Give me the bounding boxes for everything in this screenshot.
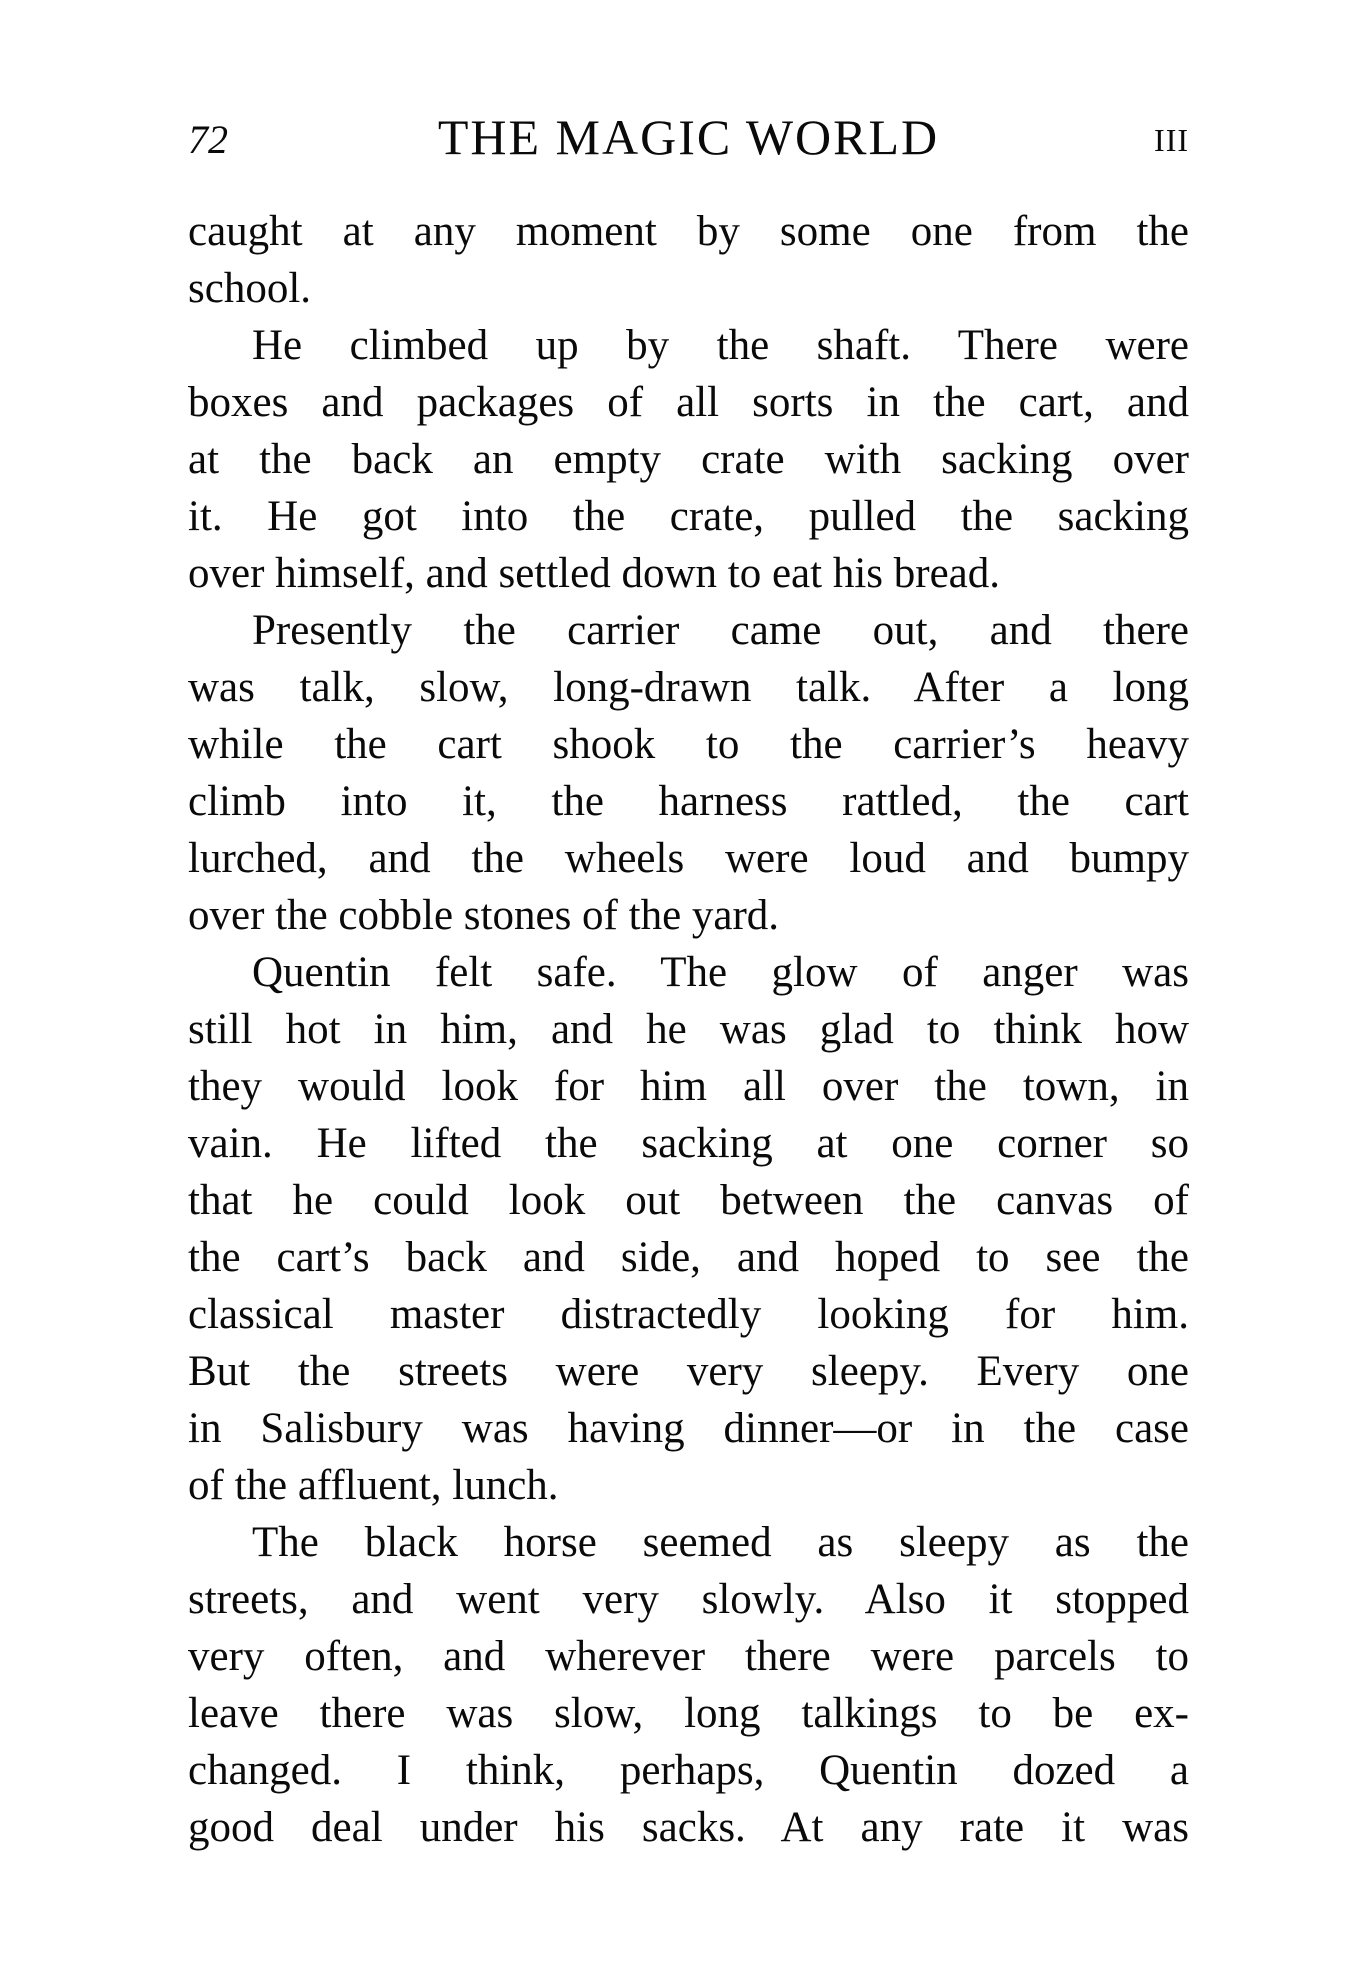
text-line: the cart’s back and side, and hoped to see the (188, 1234, 1189, 1281)
text-line: they would look for him all over the town, in (188, 1063, 1189, 1110)
text-line: Quentin felt safe. The glow of anger was (252, 949, 1189, 996)
body-text (188, 203, 1189, 1856)
text-line: good deal under his sacks. At any rate it was (188, 1804, 1189, 1851)
chapter-number: III (1154, 122, 1189, 158)
text-line: of the affluent, lunch. (188, 1462, 559, 1509)
text-line: it. He got into the crate, pulled the sacking (188, 493, 1189, 540)
text-line: caught at any moment by some one from the (188, 208, 1189, 255)
text-line: was talk, slow, long-drawn talk. After a long (188, 664, 1189, 711)
text-line: He climbed up by the shaft. There were (252, 322, 1189, 369)
running-header (188, 108, 1189, 168)
text-line: that he could look out between the canvas of (188, 1177, 1189, 1224)
text-line: changed. I think, perhaps, Quentin dozed a (188, 1747, 1189, 1794)
text-line: over the cobble stones of the yard. (188, 892, 780, 939)
paragraph (188, 203, 1189, 317)
text-line: climb into it, the harness rattled, the cart (188, 778, 1189, 825)
text-line: while the cart shook to the carrier’s heavy (188, 721, 1189, 768)
text-line: streets, and went very slowly. Also it stopped (188, 1576, 1189, 1623)
text-line: lurched, and the wheels were loud and bumpy (188, 835, 1189, 882)
text-line: vain. He lifted the sacking at one corner so (188, 1120, 1189, 1167)
text-line: Presently the carrier came out, and there (252, 607, 1189, 654)
paragraph (188, 1514, 1189, 1856)
page-number: 72 (188, 117, 228, 162)
text-line: very often, and wherever there were parcels to (188, 1633, 1189, 1680)
text-line: leave there was slow, long talkings to be ex- (188, 1690, 1189, 1737)
text-line: still hot in him, and he was glad to think how (188, 1006, 1189, 1053)
running-title: THE MAGIC WORLD (437, 109, 940, 165)
text-line: classical master distractedly looking for him. (188, 1291, 1189, 1338)
text-line: over himself, and settled down to eat his bread. (188, 550, 1001, 597)
paragraph (188, 317, 1189, 602)
text-line: in Salisbury was having dinner—or in the case (188, 1405, 1189, 1452)
text-line: But the streets were very sleepy. Every one (188, 1348, 1189, 1395)
text-line: school. (188, 265, 312, 312)
paragraph (188, 944, 1189, 1514)
text-line: boxes and packages of all sorts in the cart, and (188, 379, 1189, 426)
paragraph (188, 602, 1189, 944)
text-line: The black horse seemed as sleepy as the (252, 1519, 1189, 1566)
text-line: at the back an empty crate with sacking over (188, 436, 1189, 483)
